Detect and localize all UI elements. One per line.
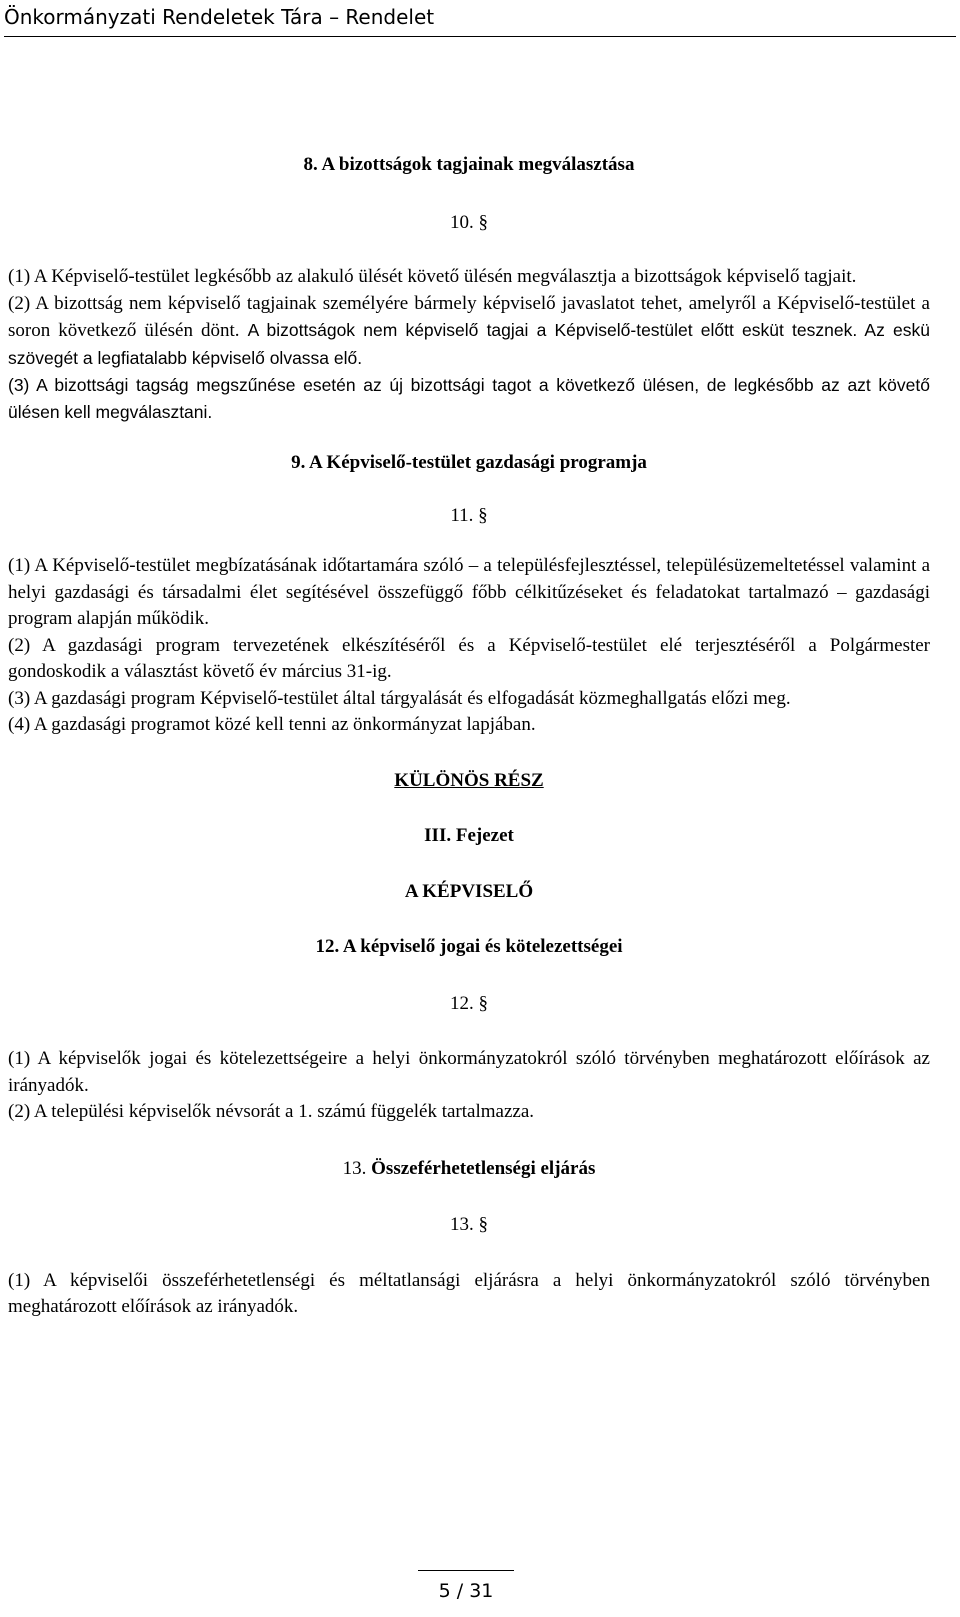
paragraph-11-1: (1) A Képviselő-testület megbízatásának időtartamára szóló – a településfejlesztéssel, településüzemeltetéssel valamint a helyi gazdasági és társadalmi élet segítésével összefüggő főbb célkitűzéseket és feladatokat tartalmazó – gazdasági program alapján működik. (8, 555, 930, 629)
paragraph-10-3: (3) A bizottsági tagság megszűnése esetén az új bizottsági tagot a következő ülésen, de legkésőbb az azt követő ülésen kell megválasztani. (8, 375, 930, 422)
paragraph-10-1: (1) A Képviselő-testület legkésőbb az alakuló ülését követő ülésén megválasztja a bizottságok képviselő tagjait. (8, 266, 857, 287)
page-header (4, 2, 956, 37)
paragraph-11-number: 11. § (450, 504, 488, 526)
paragraph-12-number: 12. § (450, 992, 488, 1014)
page-number: 5 / 31 (438, 1580, 494, 1602)
paragraph-10-2 (8, 291, 930, 373)
paragraph-11-2: (2) A gazdasági program tervezetének elkészítéséről és a Képviselő-testület elé terjesztéséről a Polgármester gondoskodik a választást követő év március 31-ig. (8, 634, 930, 682)
section-13-heading (8, 1156, 930, 1183)
paragraph-12-2: (2) A települési képviselők névsorát a 1. számú függelék tartalmazza. (8, 1101, 535, 1122)
chapter-title: A KÉPVISELŐ (404, 880, 534, 902)
section-12-heading: 12. A képviselő jogai és kötelezettségei (315, 936, 623, 957)
page-footer (418, 1570, 514, 1611)
document-body (8, 152, 930, 1321)
paragraph-11-3: (3) A gazdasági program Képviselő-testület által tárgyalását és elfogadását közmeghallgatás előzi meg. (8, 687, 791, 709)
section-8-heading: 8. A bizottságok tagjainak megválasztása (303, 154, 635, 175)
paragraph-11-4: (4) A gazdasági programot közé kell tenni az önkormányzat lapjában. (8, 714, 536, 735)
part-title: KÜLÖNÖS RÉSZ (394, 769, 544, 791)
paragraph-10-number: 10. § (450, 211, 488, 233)
paragraph-12-1: (1) A képviselők jogai és kötelezettségeire a helyi önkormányzatokról szóló törvényben meghatározott előírások az irányadók. (8, 1048, 930, 1096)
section-9-heading: 9. A Képviselő-testület gazdasági programja (291, 452, 647, 473)
paragraph-13-number: 13. § (450, 1214, 488, 1235)
chapter-number: III. Fejezet (424, 825, 514, 846)
section-13-heading-number: 13. (342, 1157, 367, 1179)
paragraph-10-2-part-b: A bizottságok nem képviselő tagjai a Képviselő-testület előtt esküt tesznek. Az eskü szövegét a legfiatalabb képviselő olvassa elő. (8, 320, 931, 368)
header-title: Önkormányzati Rendeletek Tára – Rendelet (4, 5, 435, 29)
paragraph-13-1: (1) A képviselői összeférhetetlenségi és méltatlansági eljárásra a helyi önkormányzatokról szóló törvényben meghatározott előírások az irányadók. (8, 1269, 930, 1317)
section-13-heading-text: Összeférhetetlenségi eljárás (371, 1157, 596, 1179)
paragraph-10-2-part-a: (2) A bizottság nem képviselő tagjainak személyére bármely képviselő javaslatot tehet, amelyről a Képviselő-testület a soron következő ülésén dönt. (8, 292, 930, 341)
